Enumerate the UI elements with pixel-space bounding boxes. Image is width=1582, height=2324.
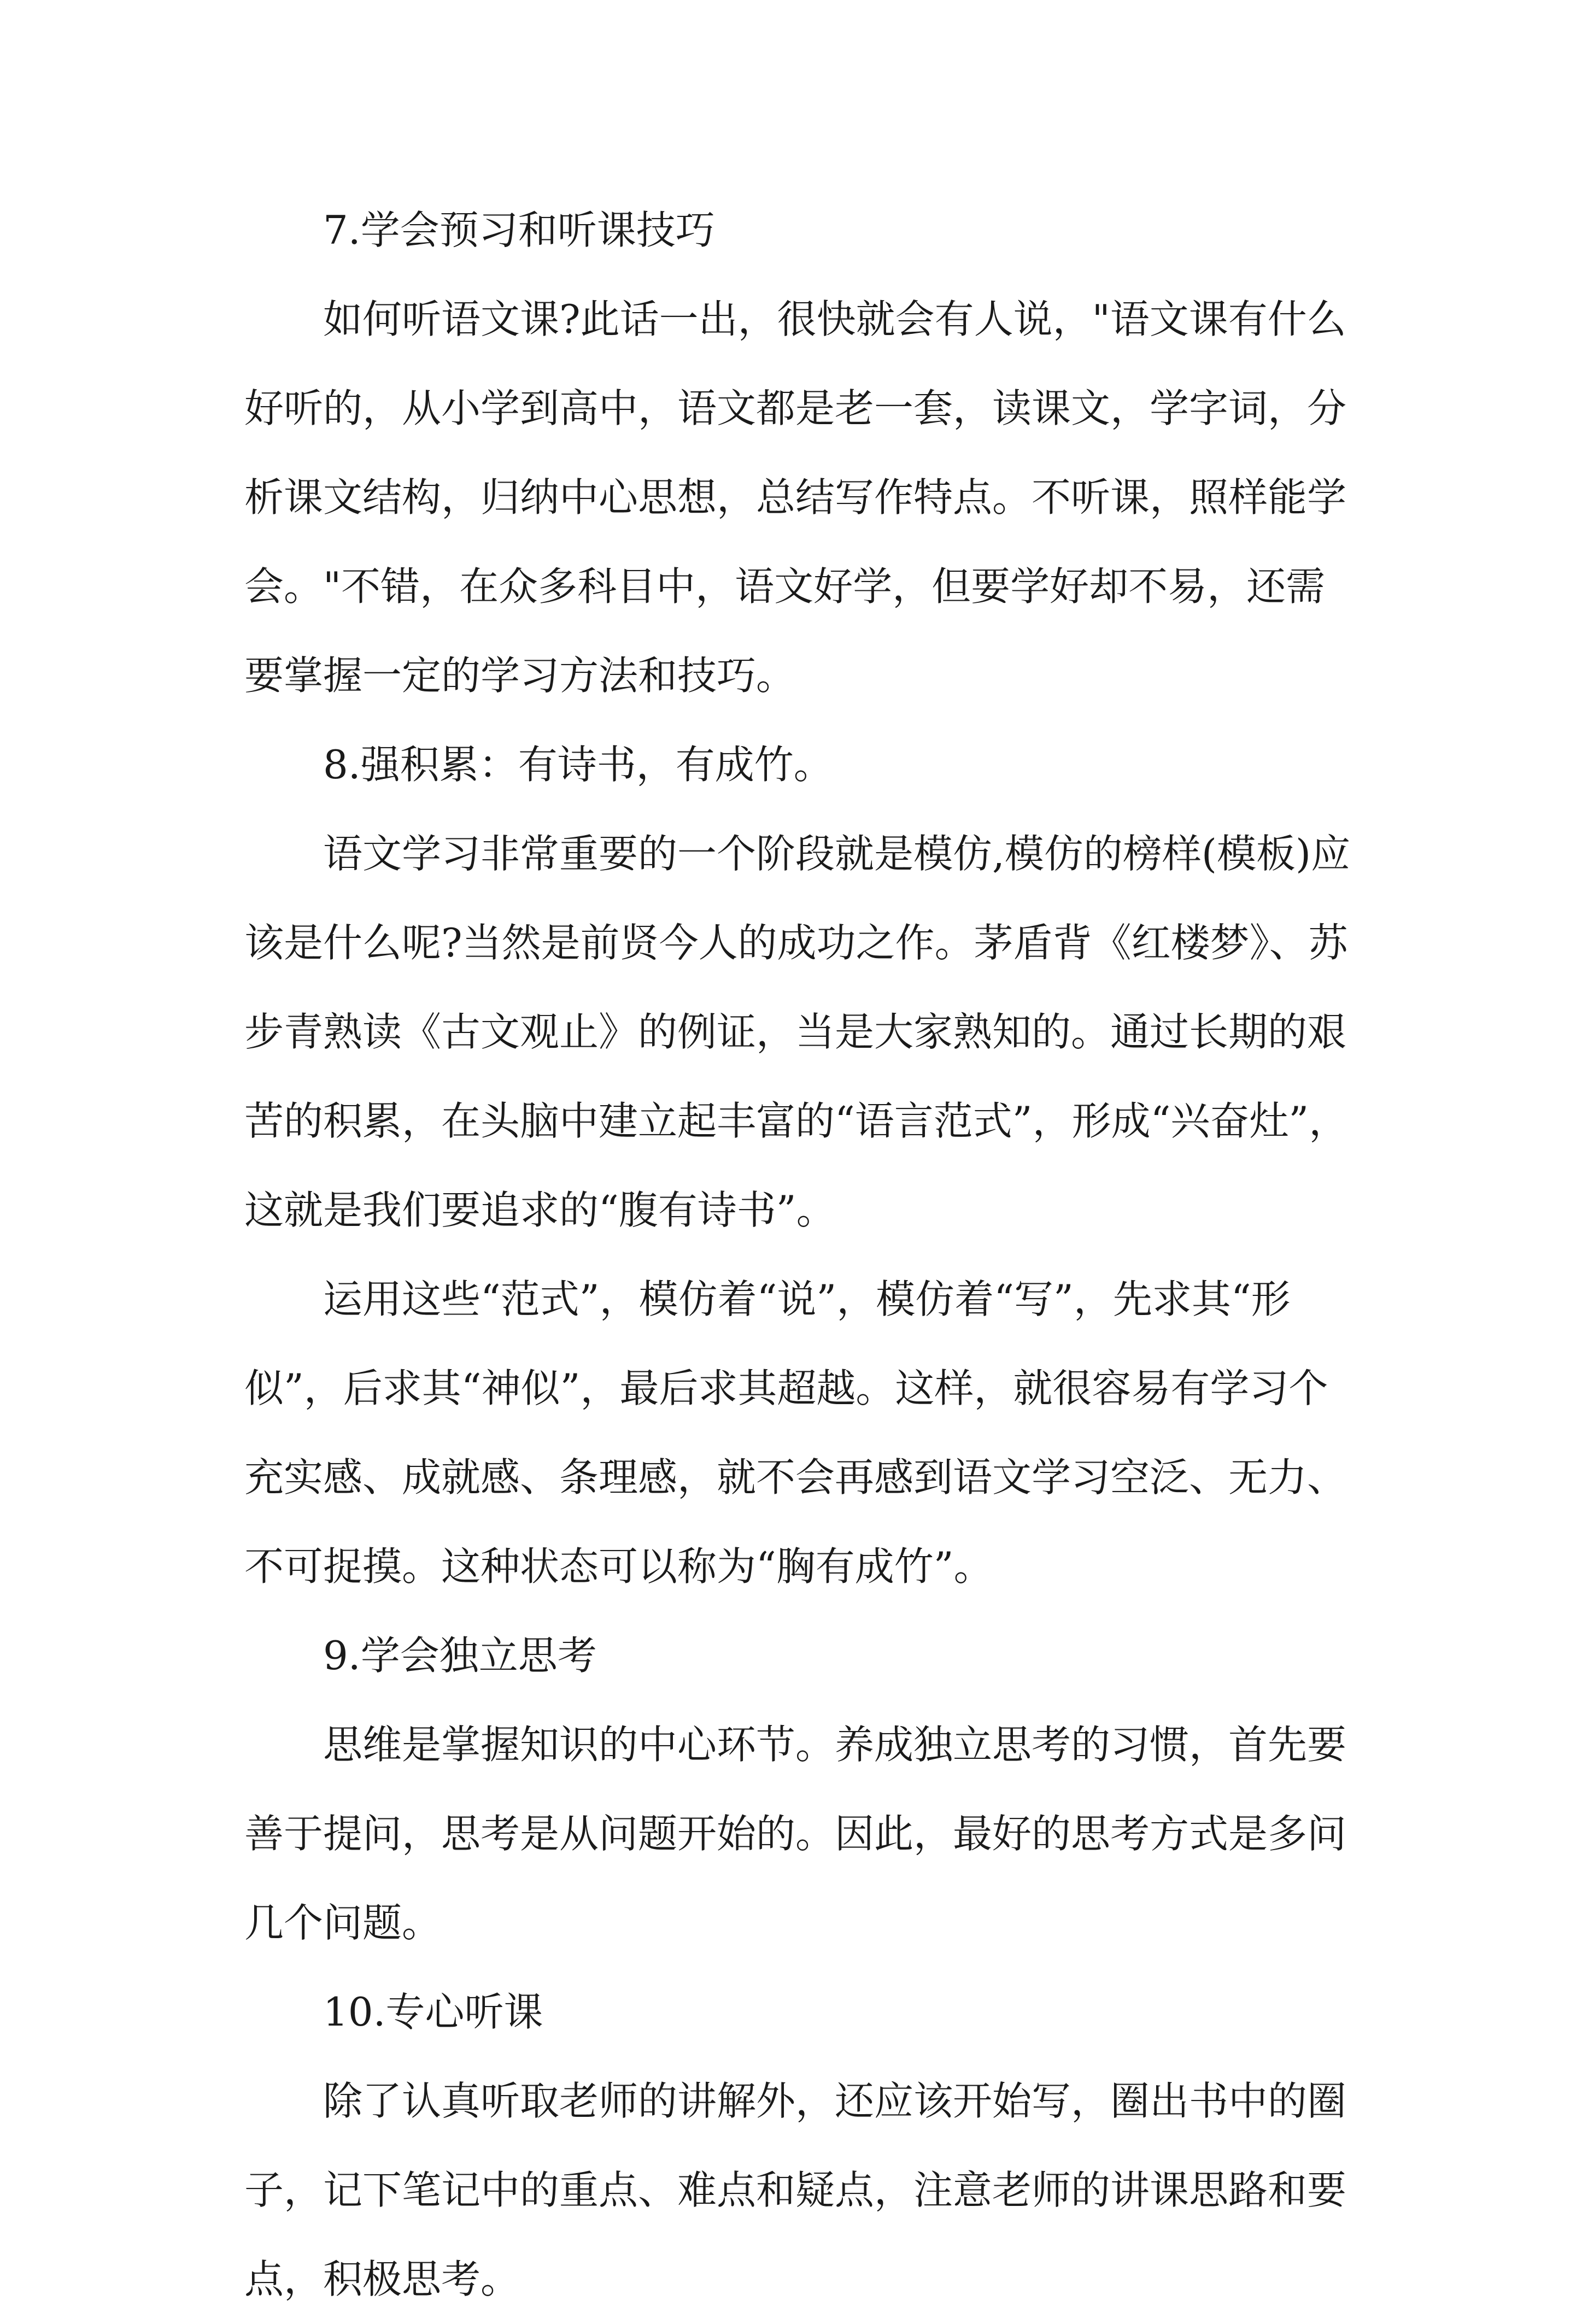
section-heading-9: 9.学会独立思考 [323, 1633, 597, 1679]
section-heading-8: 8.强积累：有诗书，有成竹。 [323, 742, 833, 788]
section-heading-7: 7.学会预习和听课技巧 [323, 207, 715, 253]
document-body [244, 186, 1360, 2324]
paragraph-listening: 如何听语文课?此话一出，很快就会有人说，"语文课有什么好听的，从小学到高中，语文都是老一套，读课文，学字词，分析课文结构，归纳中心思想，总结写作特点。不听课，照样能学会。"不错，在众多科目中，语文好学，但要学好却不易，还需要掌握一定的学习方法和技巧。 [244, 296, 1347, 699]
paragraph-thinking: 思维是掌握知识的中心环节。养成独立思考的习惯，首先要善于提问，思考是从问题开始的。因此，最好的思考方式是多问几个问题。 [244, 1722, 1347, 1946]
paragraph-paradigm: 运用这些“范式”，模仿着“说”，模仿着“写”，先求其“形似”，后求其“神似”，最后求其超越。这样，就很容易有学习个充实感、成就感、条理感，就不会再感到语文学习空泛、无力、不可捉摸。这种状态可以称为“胸有成竹”。 [244, 1276, 1347, 1589]
paragraph-imitation: 语文学习非常重要的一个阶段就是模仿,模仿的榜样(模板)应该是什么呢?当然是前贤今人的成功之作。茅盾背《红楼梦》、苏步青熟读《古文观止》的例证，当是大家熟知的。通过长期的艰苦的积累，在头脑中建立起丰富的“语言范式”，形成“兴奋灶”，这就是我们要追求的“腹有诗书”。 [244, 831, 1351, 1233]
paragraph-focus: 除了认真听取老师的讲解外，还应该开始写，圈出书中的圈子，记下笔记中的重点、难点和疑点，注意老师的讲课思路和要点，积极思考。 [244, 2078, 1347, 2302]
section-heading-10: 10.专心听课 [323, 1989, 543, 2035]
